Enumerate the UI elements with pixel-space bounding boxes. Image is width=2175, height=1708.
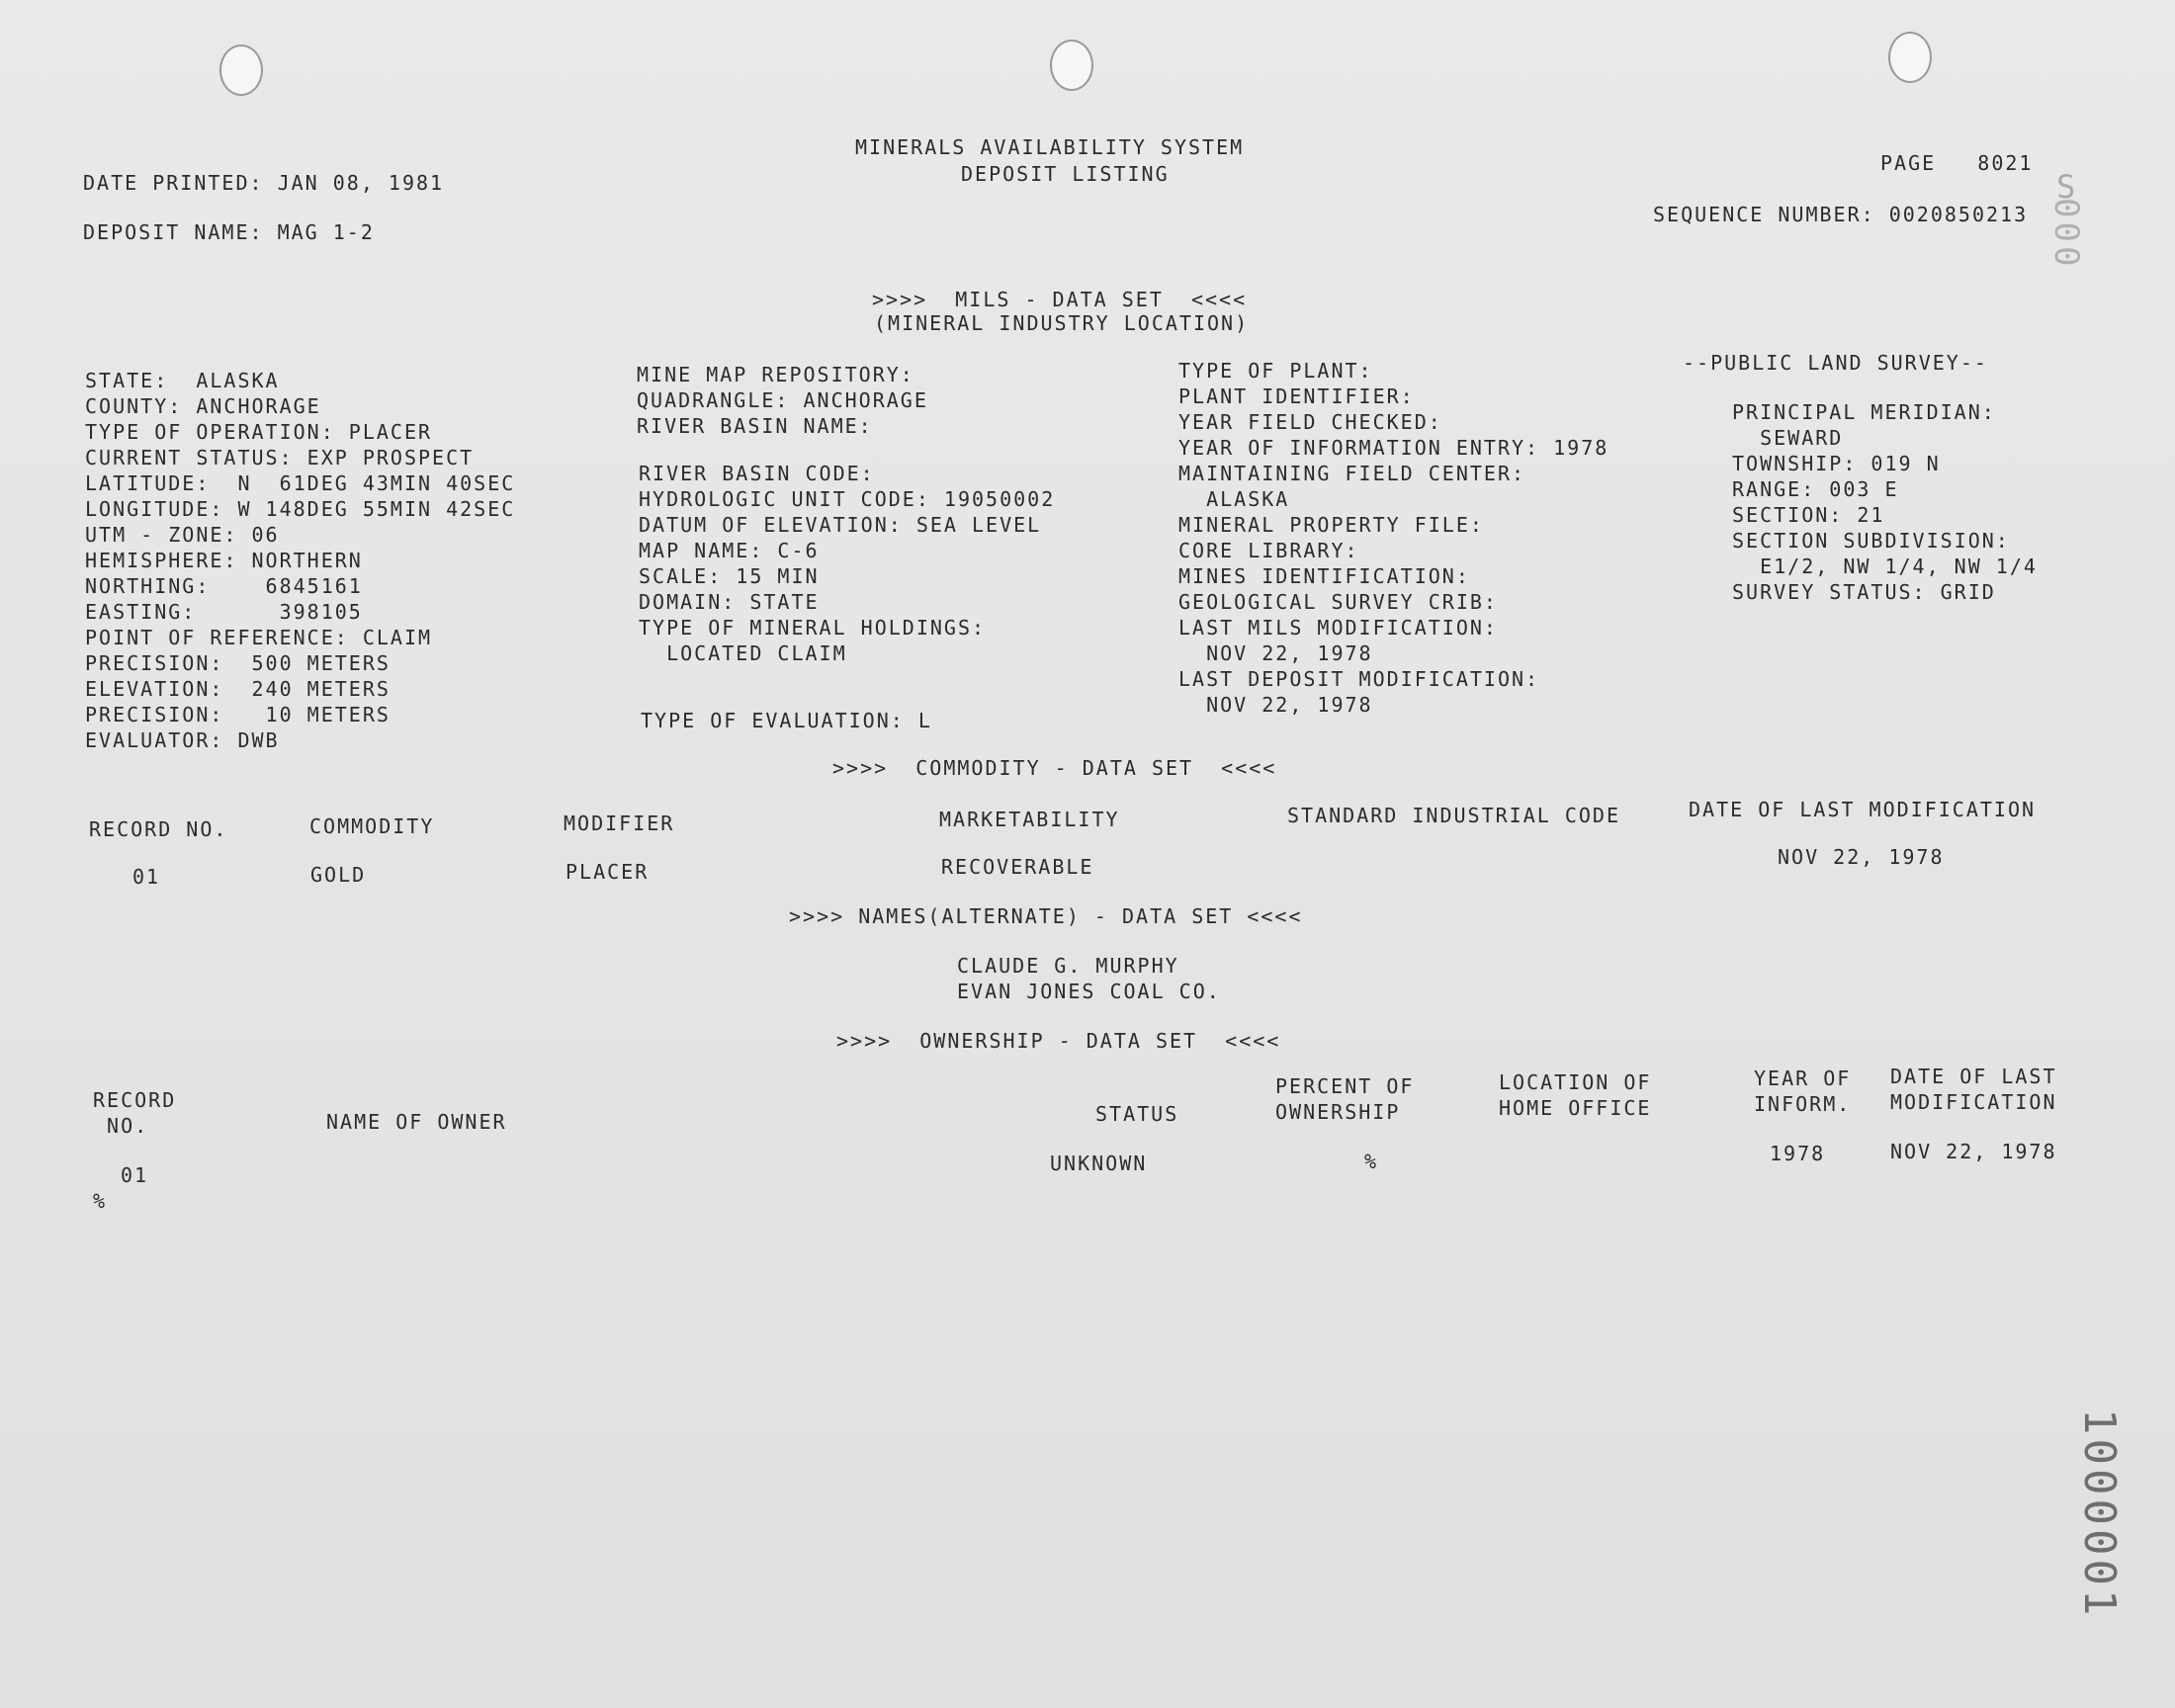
range-field: RANGE: 003 E	[1732, 477, 1899, 501]
ownership-title: >>>> OWNERSHIP - DATA SET <<<<	[836, 1029, 1281, 1053]
plant-identifier-field: PLANT IDENTIFIER:	[1178, 384, 1415, 408]
holdings-value: LOCATED CLAIM	[639, 641, 847, 665]
utm-zone-field: UTM - ZONE: 06	[85, 523, 280, 547]
section-field: SECTION: 21	[1732, 503, 1885, 527]
commodity-header-marketability: MARKETABILITY	[939, 808, 1120, 831]
operation-field: TYPE OF OPERATION: PLACER	[85, 420, 433, 444]
ownership-header-name: NAME OF OWNER	[326, 1110, 507, 1134]
commodity-row-modifier: PLACER	[566, 860, 650, 884]
year-checked-field: YEAR FIELD CHECKED:	[1178, 410, 1442, 434]
holdings-field: TYPE OF MINERAL HOLDINGS:	[639, 616, 987, 640]
precision-field: PRECISION: 500 METERS	[85, 651, 391, 675]
commodity-header-record: RECORD NO.	[89, 817, 228, 841]
commodity-row-commodity: GOLD	[310, 863, 367, 887]
ownership-header-status: STATUS	[1095, 1102, 1179, 1126]
state-field: STATE: ALASKA	[85, 369, 280, 392]
pls-col	[1732, 399, 2038, 605]
page-number: PAGE 8021	[1880, 151, 2034, 175]
mines-id-field: MINES IDENTIFICATION:	[1178, 564, 1470, 588]
scale-field: SCALE: 15 MIN	[639, 564, 820, 588]
evaluator-field: EVALUATOR: DWB	[85, 728, 280, 752]
map-repository-field: MINE MAP REPOSITORY:	[637, 363, 914, 386]
ownership-row-percent: %	[1364, 1150, 1379, 1173]
last-mils-mod-value: NOV 22, 1978	[1178, 641, 1373, 665]
names-title: >>>> NAMES(ALTERNATE) - DATA SET <<<<	[789, 904, 1303, 928]
year-entry-field: YEAR OF INFORMATION ENTRY: 1978	[1178, 436, 1610, 460]
side-mark-s: S	[2056, 168, 2076, 206]
field-center-field: MAINTAINING FIELD CENTER:	[1178, 462, 1526, 485]
latitude-field: LATITUDE: N 61DEG 43MIN 40SEC	[85, 471, 516, 495]
ownership-header-record: RECORD NO.	[93, 1088, 177, 1138]
sequence-number: SEQUENCE NUMBER: 0020850213	[1653, 203, 2029, 226]
commodity-title: >>>> COMMODITY - DATA SET <<<<	[832, 756, 1277, 780]
commodity-row-marketability: RECOVERABLE	[941, 855, 1094, 879]
ownership-header-percent: PERCENT OF OWNERSHIP	[1275, 1074, 1415, 1124]
township-field: TOWNSHIP: 019 N	[1732, 452, 1941, 475]
crib-field: GEOLOGICAL SURVEY CRIB:	[1178, 590, 1498, 614]
evaluation-type-field: TYPE OF EVALUATION: L	[641, 709, 932, 732]
river-basin-code-field: RIVER BASIN CODE:	[639, 462, 875, 485]
plant-type-field: TYPE OF PLANT:	[1178, 359, 1373, 383]
ownership-header-date: DATE OF LAST MODIFICATION	[1890, 1065, 2057, 1114]
reference-field: POINT OF REFERENCE: CLAIM	[85, 626, 433, 649]
river-basin-name-field: RIVER BASIN NAME:	[637, 414, 873, 438]
domain-field: DOMAIN: STATE	[639, 590, 820, 614]
easting-field: EASTING: 398105	[85, 600, 363, 624]
ownership-row-record: 01	[121, 1163, 149, 1187]
commodity-header-date: DATE OF LAST MODIFICATION	[1689, 798, 2037, 821]
status-field: CURRENT STATUS: EXP PROSPECT	[85, 446, 475, 470]
commodity-header-sic: STANDARD INDUSTRIAL CODE	[1287, 804, 1620, 827]
mils-col-plant	[1178, 358, 1609, 718]
date-printed: DATE PRINTED: JAN 08, 1981	[83, 171, 445, 195]
punch-hole-left	[219, 44, 263, 96]
ownership-header-year: YEAR OF INFORM.	[1754, 1067, 1852, 1116]
commodity-row-date: NOV 22, 1978	[1778, 845, 1945, 869]
hydrologic-code-field: HYDROLOGIC UNIT CODE: 19050002	[639, 487, 1056, 511]
ownership-header-location: LOCATION OF HOME OFFICE	[1499, 1070, 1652, 1120]
elevation-field: ELEVATION: 240 METERS	[85, 677, 391, 701]
pls-title: --PUBLIC LAND SURVEY--	[1683, 351, 1988, 375]
meridian-field: PRINCIPAL MERIDIAN:	[1732, 400, 1996, 424]
quadrangle-field: QUADRANGLE: ANCHORAGE	[637, 388, 928, 412]
deposit-name: DEPOSIT NAME: MAG 1-2	[83, 220, 375, 244]
system-title: MINERALS AVAILABILITY SYSTEM	[855, 135, 1245, 159]
commodity-header-modifier: MODIFIER	[564, 811, 675, 835]
core-library-field: CORE LIBRARY:	[1178, 539, 1359, 562]
ownership-row-year: 1978	[1770, 1142, 1826, 1165]
county-field: COUNTY: ANCHORAGE	[85, 394, 321, 418]
mils-col-map-a	[637, 362, 928, 439]
subdivision-field: SECTION SUBDIVISION:	[1732, 529, 2010, 553]
ownership-row-status: UNKNOWN	[1050, 1152, 1148, 1175]
punch-hole-right	[1888, 32, 1932, 83]
alternate-name-2: EVAN JONES COAL CO.	[957, 980, 1221, 1003]
commodity-header-commodity: COMMODITY	[309, 814, 435, 838]
northing-field: NORTHING: 6845161	[85, 574, 363, 598]
map-name-field: MAP NAME: C-6	[639, 539, 820, 562]
longitude-field: LONGITUDE: W 148DEG 55MIN 42SEC	[85, 497, 516, 521]
listing-title: DEPOSIT LISTING	[961, 162, 1170, 186]
meridian-value: SEWARD	[1732, 426, 1844, 450]
property-file-field: MINERAL PROPERTY FILE:	[1178, 513, 1484, 537]
ownership-footer-percent: %	[93, 1189, 108, 1213]
mils-subtitle: (MINERAL INDUSTRY LOCATION)	[874, 311, 1250, 335]
mils-title: >>>> MILS - DATA SET <<<<	[872, 288, 1248, 311]
hemisphere-field: HEMISPHERE: NORTHERN	[85, 549, 363, 572]
last-mils-mod-field: LAST MILS MODIFICATION:	[1178, 616, 1498, 640]
mils-col-location	[85, 368, 515, 753]
mils-col-map-b	[639, 461, 1055, 666]
field-center-value: ALASKA	[1178, 487, 1290, 511]
ownership-row-date: NOV 22, 1978	[1890, 1140, 2057, 1163]
datum-field: DATUM OF ELEVATION: SEA LEVEL	[639, 513, 1042, 537]
elevation-precision-field: PRECISION: 10 METERS	[85, 703, 391, 726]
side-mark-top: 000	[2046, 198, 2086, 271]
subdivision-value: E1/2, NW 1/4, NW 1/4	[1732, 555, 2038, 578]
last-deposit-mod-field: LAST DEPOSIT MODIFICATION:	[1178, 667, 1540, 691]
punch-hole-center	[1050, 40, 1093, 91]
survey-status-field: SURVEY STATUS: GRID	[1732, 580, 1996, 604]
last-deposit-mod-value: NOV 22, 1978	[1178, 693, 1373, 717]
commodity-row-record: 01	[132, 865, 161, 889]
alternate-name-1: CLAUDE G. MURPHY	[957, 954, 1179, 978]
side-mark-bottom: 1000001	[2074, 1409, 2125, 1620]
